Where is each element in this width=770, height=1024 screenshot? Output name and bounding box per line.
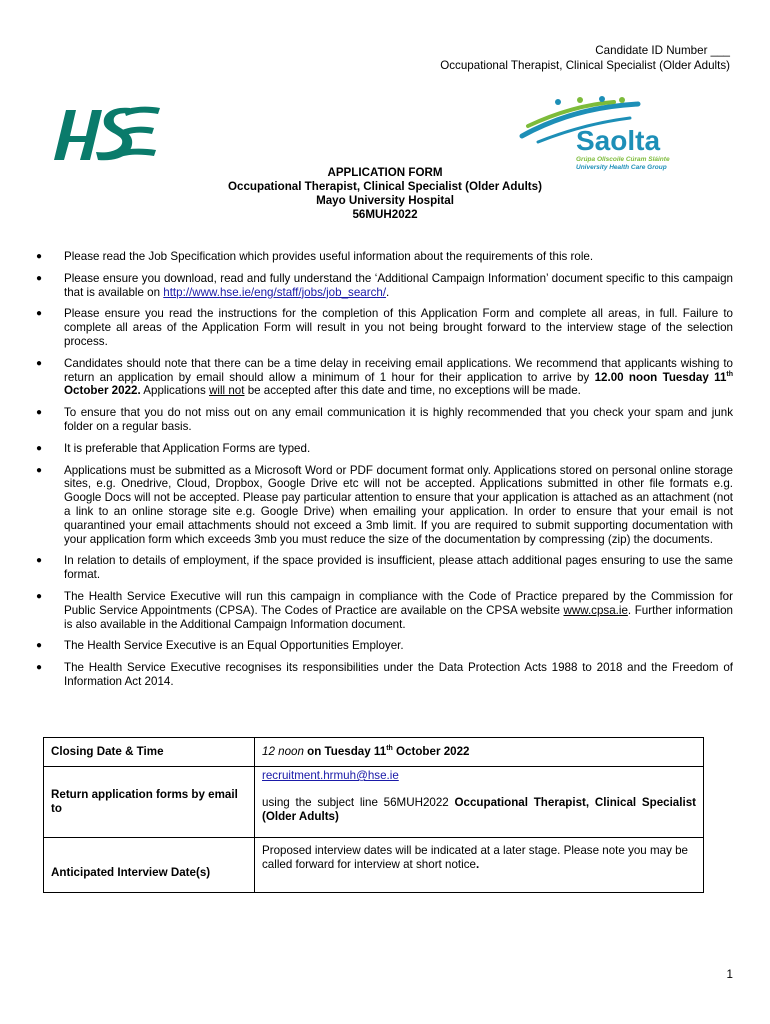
list-item: ● In relation to details of employment, if the space provided is insufficient, please attach additional pages ensuring to use the same format.: [36, 554, 733, 582]
table-row: [44, 738, 704, 767]
application-info-table: [43, 737, 704, 893]
form-hospital: Mayo University Hospital: [316, 194, 454, 207]
closing-date-value: 12 noon on Tuesday 11th October 2022: [255, 738, 704, 767]
instructions-list: [36, 250, 733, 697]
list-item: ● It is preferable that Application Forms are typed.: [36, 441, 311, 455]
cpsa-link[interactable]: www.cpsa.ie: [563, 603, 628, 617]
saolta-name: Saolta: [576, 125, 661, 156]
return-forms-label: Return application forms by email to: [44, 767, 255, 838]
interview-dates-label: Anticipated Interview Date(s): [44, 838, 255, 893]
job-search-link[interactable]: http://www.hse.ie/eng/staff/jobs/job_search/: [163, 285, 387, 299]
recruitment-email-link[interactable]: recruitment.hrmuh@hse.ie: [262, 769, 399, 782]
list-item: ● The Health Service Executive is an Equal Opportunities Employer.: [36, 639, 404, 653]
form-post-title: Occupational Therapist, Clinical Specialist (Older Adults): [228, 180, 542, 193]
list-item: ● To ensure that you do not miss out on any email communication it is highly recommended that you check your spam and junk folder on a regular basis.: [36, 406, 733, 433]
post-title-line: Occupational Therapist, Clinical Specialist (Older Adults): [440, 59, 730, 72]
table-row: [44, 767, 704, 838]
closing-date-label: Closing Date & Time: [44, 738, 255, 767]
form-reference: 56MUH2022: [352, 208, 418, 221]
list-item: ● The Health Service Executive will run this campaign in compliance with the Code of Practice prepared by the Commission for Public Service Appointments (CPSA). The Codes of Practice are available on the CPSA website www.cpsa.ie. Further information is also available in the Additional Campaign Information document.: [36, 589, 733, 631]
table-row: [44, 838, 704, 893]
hse-logo: [52, 96, 162, 166]
interview-dates-value: Proposed interview dates will be indicated at a later stage. Please note you may be called forward for interview at short notice.: [255, 838, 704, 893]
list-item: ● Candidates should note that there can be a time delay in receiving email applications. We recommend that applicants wishing to return an application by email should allow a minimum of 1 hour for their application to arrive by 12.00 noon Tuesday 11th October 2022. Applications will not be accepted after this date and time, no exceptions will be made.: [36, 356, 733, 398]
return-forms-value: recruitment.hrmuh@hse.ie using the subject line 56MUH2022 Occupational Therapist, Clinical Specialist (Older Adults): [255, 767, 704, 838]
list-item: ● Please ensure you read the instructions for the completion of this Application Form and complete all areas, in full. Failure to complete all areas of the Application Form will result in you not being brought forward to the interview stage of the selection process.: [36, 307, 733, 348]
list-item: ● Applications must be submitted as a Microsoft Word or PDF document format only. Applications stored on personal online storage sites, e.g. Onedrive, Cloud, Dropbox, Google Drive etc will not be accepted. Applications submitted in other file formats e.g. Google Docs will not be accepted. Please pay particular attention to ensure that your application is attached as an attachment (not a link to an online storage site e.g. Google Drive) when emailing your application. In order to ensure that your email is not quarantined your email attachments should not exceed a 3mb limit. If you are required to submit supporting documentation with your application form which exceeds 3mb you must reduce the size of the documentation by compressing (zip) the documents.: [36, 463, 733, 546]
page-number: 1: [726, 968, 733, 981]
form-title-block: [0, 166, 770, 222]
list-item: ● Please ensure you download, read and fully understand the ‘Additional Campaign Information’ document specific to this campaign that is available on http://www.hse.ie/eng/staff/jobs/job_search/.: [36, 271, 733, 299]
list-item: ● Please read the Job Specification which provides useful information about the requirements of this role.: [36, 250, 594, 263]
saolta-subtitle-irish: Grúpa Ollscoile Cúram Sláinte: [576, 156, 670, 163]
candidate-id-line: Candidate ID Number ___: [595, 44, 730, 57]
saolta-subtitle-english: University Health Care Group: [576, 164, 667, 171]
form-title: APPLICATION FORM: [327, 166, 443, 179]
saolta-logo: [518, 96, 714, 172]
page-header: [440, 43, 730, 73]
list-item: ● The Health Service Executive recognises its responsibilities under the Data Protection Acts 1988 to 2018 and the Freedom of Information Act 2014.: [36, 661, 733, 688]
